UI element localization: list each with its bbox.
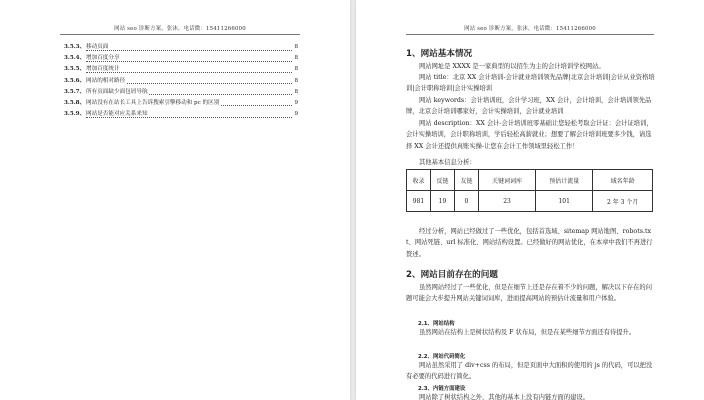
toc-title: 网站的相对路径 [86,77,126,84]
toc-number: 3.5.7、 [64,88,86,95]
paragraph: 网站虽然采用了 div+css 的布局，但是页面中大面积的使用的 js 的代码，可以把没有必要的代码进行简化。 [406,362,653,381]
toc-page-number: 8 [294,76,298,87]
header-divider [406,34,654,35]
toc-page-number: 8 [294,87,298,98]
toc-title: 增加百度分享 [86,55,120,62]
table-header-cell: 反链 [430,170,454,191]
toc-entry[interactable] [64,109,298,120]
toc-number: 3.5.8、 [64,99,86,106]
paragraph: 网站 title：北京 XX 会计培训-会计就业培训领先品牌|北京会计培训|会计从业资格培训|会计职称培训|会计实操培训 [406,74,655,93]
table-cell: 981 [407,191,431,212]
document-page-right [356,0,704,400]
header-divider [60,34,300,35]
paragraph: 网站 description：XX 会计-会计培训班零基础让您轻松考取会计证：会计证培训，会计实操培训，会计职称培训，学后轻松高薪就业；想要了解会计培训班要多少钱，请选择 XX 会计还提供真账实操-让您在会计工作领域里轻松工作！ [406,120,653,150]
toc-page-number: 8 [294,64,298,75]
document-page-left [0,0,350,400]
subsection-heading: 2.2、网站代码简化 [418,354,466,360]
table-cell: 23 [478,191,535,212]
toc-page-number: 8 [294,42,298,53]
table-row [407,191,653,212]
toc-title: 移动页面 [86,44,109,50]
toc-entry[interactable] [64,64,298,75]
toc-number: 3.5.5、 [64,66,86,73]
subsection-heading: 2.1、网站结构 [418,321,455,327]
subsection-heading: 2.3、内链方面建设 [418,386,466,392]
table-header-cell: 收录 [407,170,431,191]
toc-number: 3.5.6、 [64,77,86,84]
toc-page-number: 9 [294,109,298,120]
table-cell: 0 [454,191,478,212]
section-heading: 2、网站目前存在的问题 [406,270,498,280]
toc-entry[interactable] [64,42,298,53]
toc-number: 3.5.4、 [64,55,86,62]
paragraph: 网站除了树状结构之外，其他的基本上没有内链方面的建设。 [419,394,590,400]
table-header-cell: 域名年龄 [593,170,653,191]
table-of-contents [64,42,298,120]
toc-number: 3.5.9、 [64,111,86,118]
table-cell: 19 [430,191,454,212]
toc-title: 网站是否能对应关系来知 [86,111,148,118]
table-cell: 101 [536,191,593,212]
page-header: 网站 seo 诊断方案，张沐，电话微：15411266000 [114,26,246,32]
toc-entry[interactable] [64,98,298,109]
section-heading: 1、网站基本情况 [406,49,473,59]
toc-entry[interactable] [64,53,298,64]
toc-title: 网站没有在站长工具上告诉搜索引擎移动和 pc 的区别 [86,99,220,106]
table-header-cell: 关键词词库 [478,170,535,191]
table-header-cell: 友链 [454,170,478,191]
table-header-cell: 预估计流量 [536,170,593,191]
page-header: 网站 seo 诊断方案，张沐，电话微：15411266000 [464,26,596,32]
table-header-row [407,170,653,191]
paragraph: 虽然网站经过了一些优化，但是在细节上还是存在着不少的问题，解决以下存在的问题可能会大步提升网站关键词词库，进而提高网站的预估计流量和用户体验。 [406,284,652,303]
paragraph: 经过分析，网站已经做过了一些优化，包括首选域、sitemap 网站地图、robots.txt、网站死链、url 标准化、网站结构设置。已经做好的网站优化，在本章中我们不再进行赘述。 [406,228,653,258]
toc-entry[interactable] [64,87,298,98]
toc-title: 所有页面缺少面包屑导航 [86,88,148,95]
paragraph: 网站网址是 XXXX 是一家典型的以招生为主的会计培训学校网站。 [419,63,605,70]
toc-entry[interactable] [64,76,298,87]
toc-title: 增加百度统计 [86,66,120,73]
paragraph: 网站 keywords：会计培训班，会计学习班，XX 会计，会计培训，会计培训领先品牌，北京会计培训哪家好，会计实操培训，会计就业培训 [406,97,652,116]
toc-number: 3.5.3、 [64,44,86,50]
site-stats-table [406,169,653,212]
toc-page-number: 8 [294,53,298,64]
paragraph: 虽然网站在结构上是树状结构及 F 状布局，但是在某些细节方面还有待提升。 [419,329,636,336]
toc-page-number: 9 [294,98,298,109]
other-info-label: 其他基本信息分析： [419,159,476,166]
table-cell: 2 年 3 个月 [593,191,653,212]
toc-leader [86,50,292,51]
